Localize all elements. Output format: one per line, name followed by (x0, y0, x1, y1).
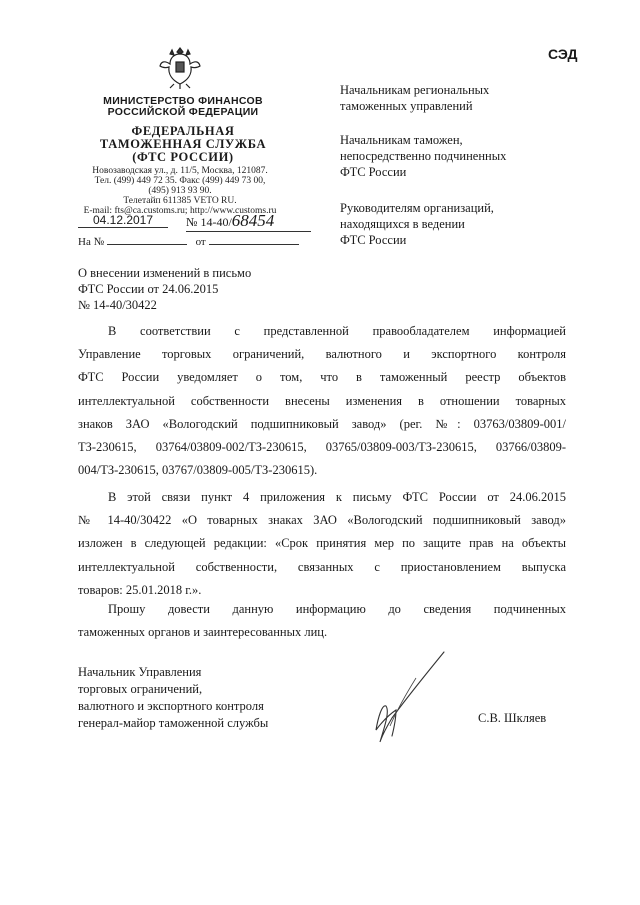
subject-line: О внесении изменений в письмо (78, 266, 252, 280)
body-paragraph-2 (78, 486, 566, 602)
body-line: № 14-40/30422 «О товарных знаках ЗАО «Вологодский подшипниковый завод» (78, 513, 566, 528)
service-name: ФЕДЕРАЛЬНАЯ (131, 124, 235, 138)
handwritten-signature (356, 648, 456, 748)
organization-header (68, 96, 298, 164)
body-line: Прошу довести данную информацию до сведения подчиненных (108, 602, 566, 616)
addressee-line: непосредственно подчиненных (340, 149, 507, 163)
teletype-line: Телетайп 611385 VETO RU. (123, 196, 237, 206)
registration-number-row (186, 211, 311, 232)
addressee-block (340, 82, 580, 114)
addressee-line: Начальникам региональных (340, 83, 490, 97)
address-line: Новозаводская ул., д. 11/5, Москва, 121087. (92, 166, 268, 176)
addressee-line: находящихся в ведении (340, 217, 465, 231)
body-line: 004/ТЗ-230615, 03767/03809-005/ТЗ-230615). (78, 463, 318, 478)
registration-date-row (78, 213, 168, 228)
body-paragraph-1 (78, 320, 566, 482)
ministry-line: РОССИЙСКОЙ ФЕДЕРАЦИИ (107, 106, 259, 118)
body-line: В соответствии с представленной правообладателем информацией (108, 324, 566, 338)
sed-stamp: СЭД (548, 46, 578, 62)
body-line: изложен в следующей редакции: «Срок принятия мер по защите прав на объекты (78, 536, 566, 551)
registration-date: 04.12.2017 (78, 213, 168, 228)
body-line: интеллектуальной собственности, связанных с приостановлением выпуска (78, 559, 566, 574)
contacts-block (60, 166, 300, 216)
signer-line: торговых ограничений, (78, 682, 203, 696)
phone-line: Тел. (499) 449 72 35. Факс (499) 449 73 00, (94, 176, 266, 186)
addressee-block (340, 200, 580, 248)
signer-title (78, 664, 338, 732)
body-line: В этой связи пункт 4 приложения к письму ФТС России от 24.06.2015 (108, 490, 566, 504)
addressee-line: Руководителям организаций, (340, 201, 494, 215)
body-line: ТЗ-230615, 03764/03809-002/ТЗ-230615, 03765/03809-003/ТЗ-230615, 03766/03809- (78, 440, 566, 455)
body-line: товаров: 25.01.2018 г.». (78, 582, 202, 597)
registration-number-prefix: № 14-40/ (186, 215, 232, 229)
addressee-line: ФТС России (340, 165, 407, 179)
body-line: интеллектуальной собственности внесены изменения в отношении товарных (78, 393, 566, 408)
addressee-line: Начальникам таможен, (340, 133, 463, 147)
service-name: ТАМОЖЕННАЯ СЛУЖБА (99, 137, 267, 151)
signer-line: генерал-майор таможенной службы (78, 716, 269, 730)
registration-number-handwritten: 68454 (231, 211, 275, 230)
letter-subject (78, 265, 338, 313)
body-line: Управление торговых ограничений, валютного и экспортного контроля (78, 347, 566, 362)
body-line: таможенных органов и заинтересованных лиц. (78, 625, 328, 640)
signer-name: С.В. Шкляев (478, 711, 547, 725)
ministry-line: МИНИСТЕРСТВО ФИНАНСОВ (103, 95, 263, 107)
addressee-line: таможенных управлений (340, 99, 473, 113)
body-line: знаков ЗАО «Вологодский подшипниковый завод» (рег. №: 03763/03809-001/ (78, 416, 566, 431)
coat-of-arms-icon (158, 44, 202, 90)
ref-label: На № (78, 236, 105, 248)
addressee-line: ФТС России (340, 233, 407, 247)
body-paragraph-3 (78, 598, 566, 644)
subject-line: ФТС России от 24.06.2015 (78, 282, 219, 296)
service-abbr: (ФТС РОССИИ) (132, 150, 234, 164)
addressee-block (340, 132, 580, 180)
email-line: E-mail: fts@ca.customs.ru; http://www.customs.ru (83, 206, 277, 216)
phone-line: (495) 913 93 90. (148, 186, 212, 196)
signer-line: Начальник Управления (78, 665, 202, 679)
signer-line: валютного и экспортного контроля (78, 699, 264, 713)
body-line: ФТС России уведомляет о том, что в таможенный реестр объектов (78, 370, 566, 385)
subject-line: № 14-40/30422 (78, 298, 157, 312)
reference-row (78, 236, 299, 248)
from-label: от (195, 236, 206, 248)
